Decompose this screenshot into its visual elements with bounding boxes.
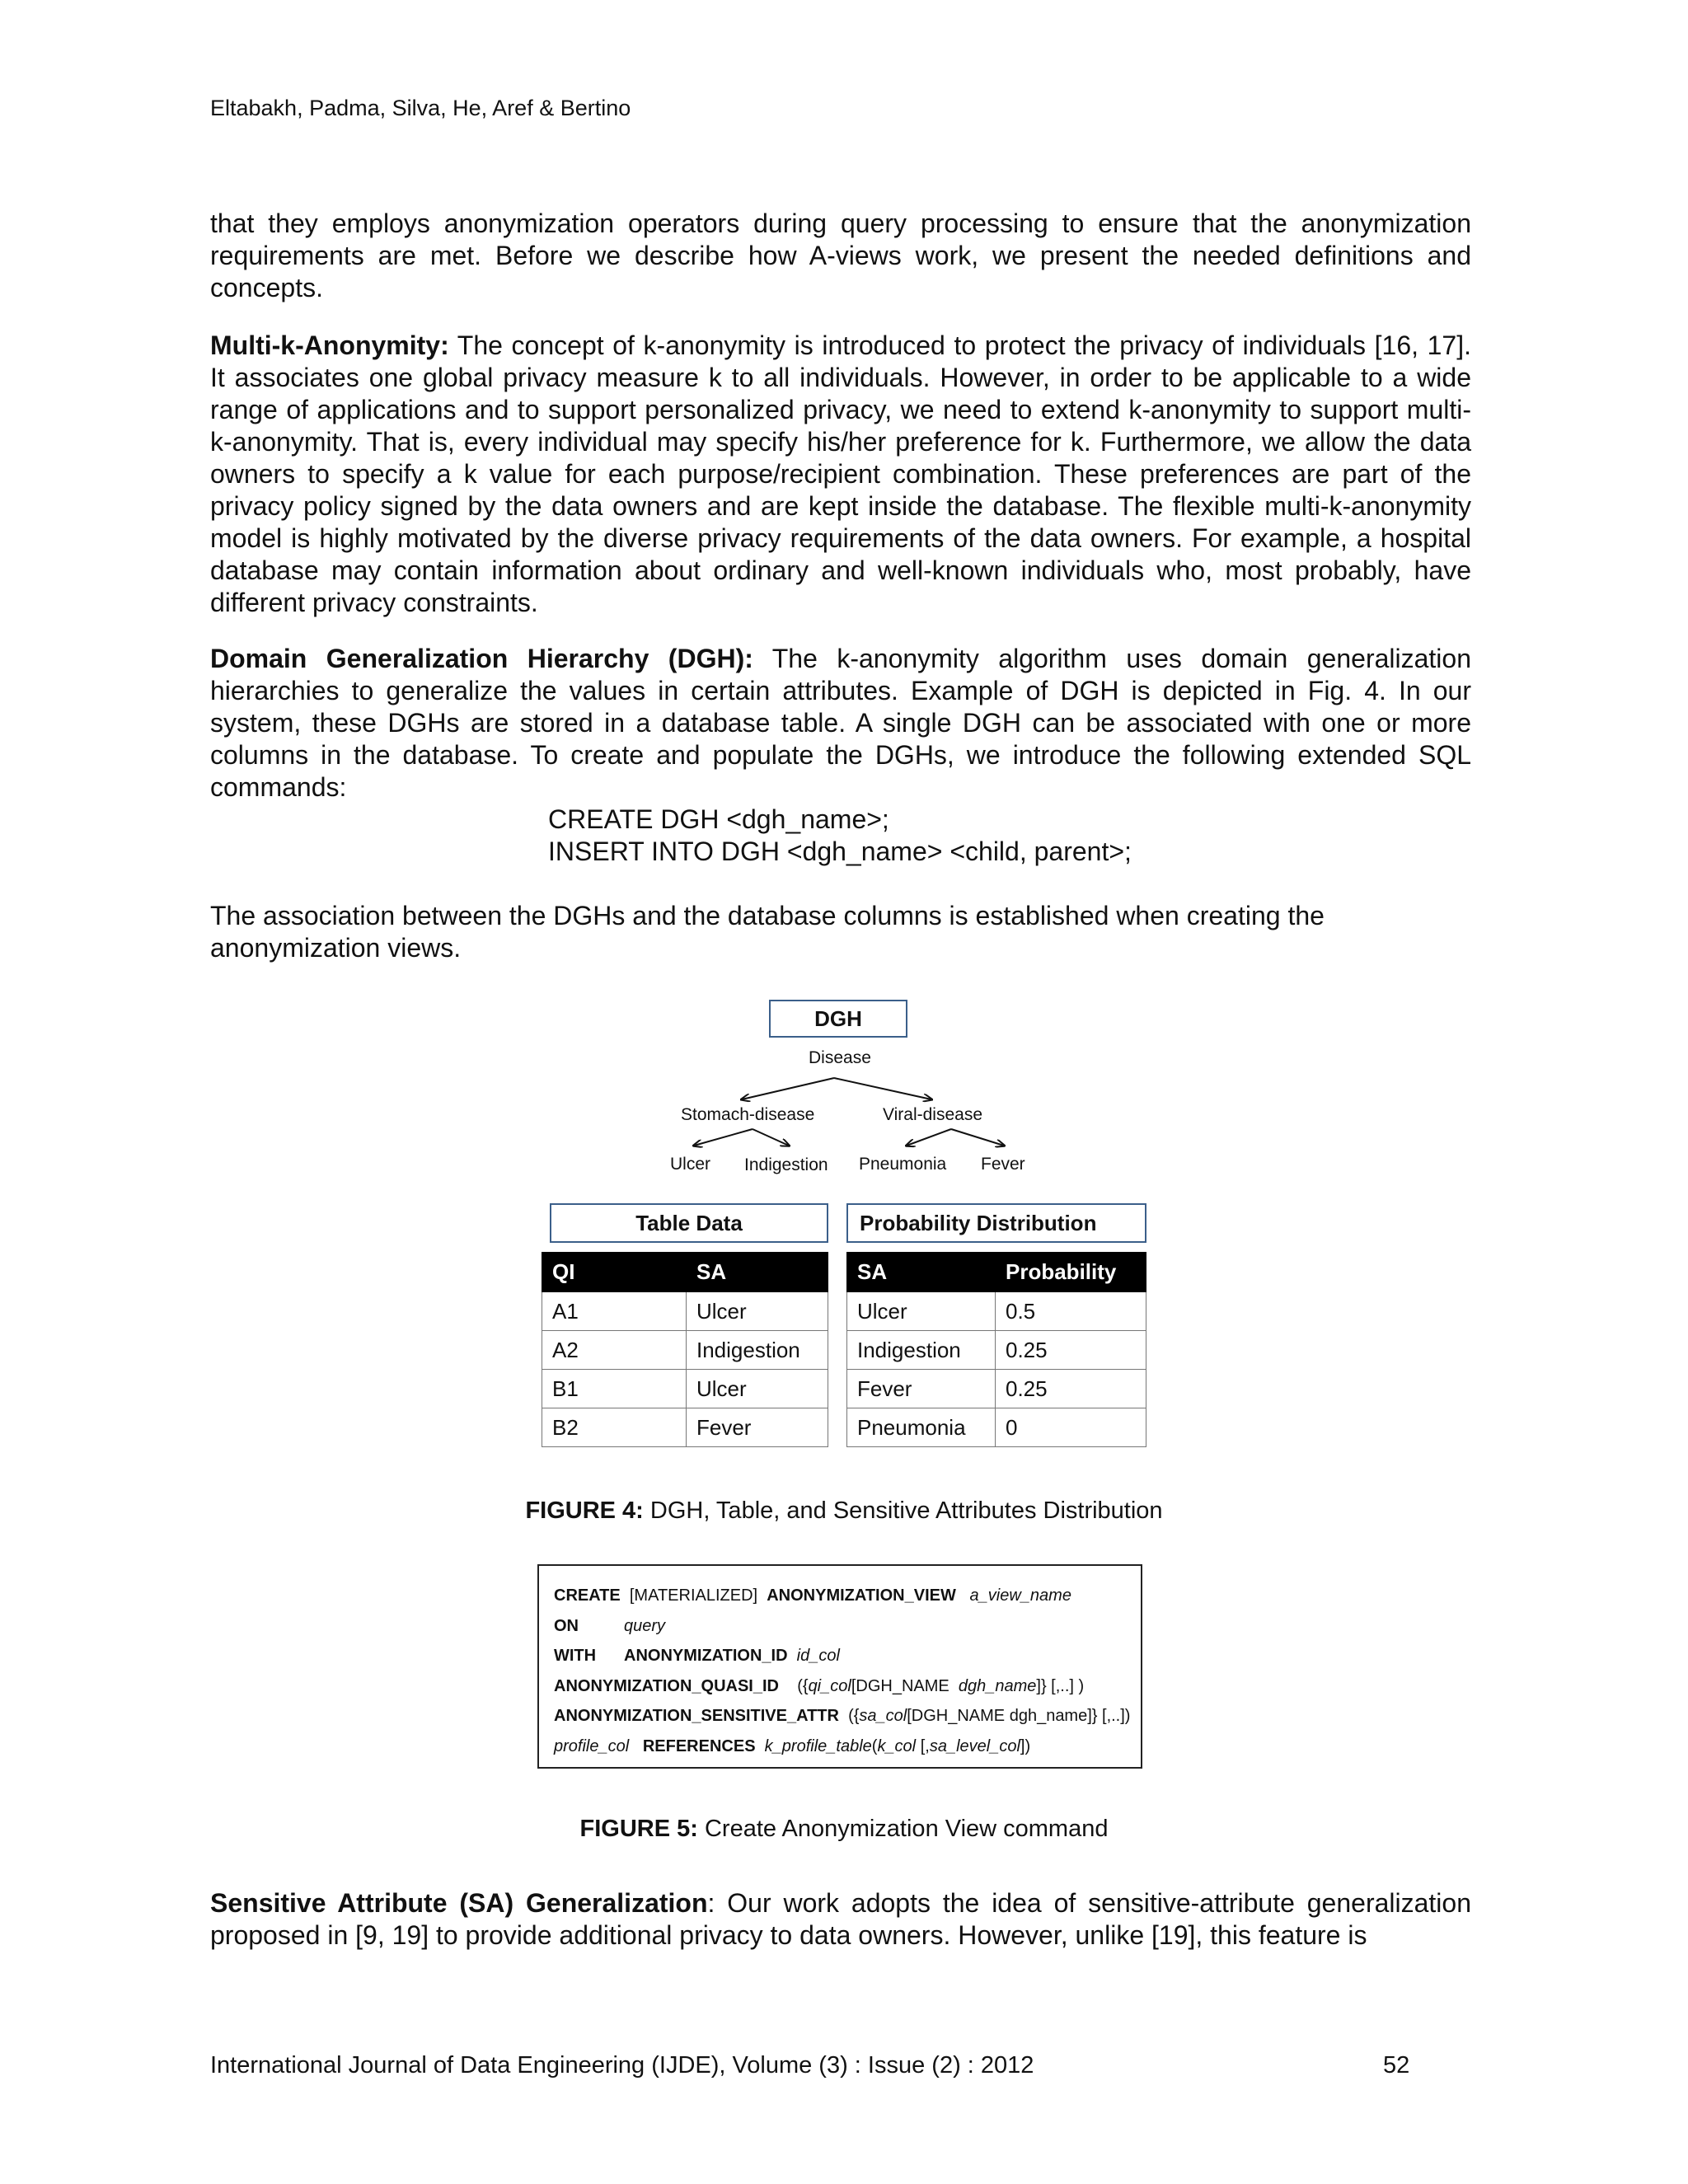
tree-arrows	[659, 1063, 1039, 1162]
cmd-line-1	[554, 1581, 1141, 1611]
table-row	[847, 1292, 1146, 1331]
cmd-quasi-close: ]} [,..] )	[1036, 1676, 1085, 1695]
cmd-query: query	[624, 1616, 666, 1635]
arrow-root-right	[834, 1078, 931, 1099]
cmd-ref-open: (	[871, 1736, 878, 1755]
table-cell: Fever	[847, 1370, 996, 1408]
tree-rl-label: Pneumonia	[859, 1155, 947, 1174]
cmd-line-4	[554, 1671, 1141, 1702]
cmd-quasi-dgh-kw: [DGH_NAME	[851, 1676, 950, 1695]
sa-generalization-text: : Our work adopts the idea of sensitive-attribute generalization proposed in [9, 19] to provide additional privacy to data owners. However, unlike [19], this feature is	[210, 1888, 1472, 1950]
dgh-heading: Domain Generalization Hierarchy (DGH):	[210, 644, 753, 673]
cmd-line-6	[554, 1732, 1141, 1762]
table-cell: Indigestion	[847, 1331, 996, 1370]
table-cell: 0.25	[996, 1331, 1146, 1370]
figure-4-caption	[0, 1497, 1688, 1525]
table-cell: B2	[542, 1408, 687, 1447]
cmd-ref-close: ])	[1020, 1736, 1031, 1755]
dgh-text: The k-anonymity algorithm uses domain generalization hierarchies to generalize the values in certain attributes. Example of DGH is depicted in Fig. 4. In our system, these DGHs are stored in a database table. A single DGH can be associated with one or more columns in the database. To create and populate the DGHs, we introduce the following extended SQL commands:	[210, 644, 1472, 802]
cmd-create: CREATE	[554, 1586, 621, 1605]
footer-journal: International Journal of Data Engineering (IJDE), Volume (3) : Issue (2) : 2012	[210, 2052, 1034, 2079]
footer-page-number: 52	[1383, 2052, 1410, 2079]
table-cell: Ulcer	[687, 1292, 828, 1331]
table-row	[542, 1292, 828, 1331]
prob-header-probability: Probability	[996, 1253, 1146, 1292]
cmd-line-3	[554, 1641, 1141, 1671]
arrow-left-lr	[753, 1129, 789, 1146]
table-cell: Fever	[687, 1408, 828, 1447]
table-row	[847, 1370, 1146, 1408]
table-row	[542, 1370, 828, 1408]
tree-ll-label: Ulcer	[670, 1155, 711, 1174]
code-insert-dgh: INSERT INTO DGH <dgh_name> <child, parent>;	[548, 837, 1132, 866]
table-cell: A2	[542, 1331, 687, 1370]
prob-distribution-title: Probability Distribution	[846, 1203, 1146, 1243]
table-cell: Pneumonia	[847, 1408, 996, 1447]
table-cell: Ulcer	[687, 1370, 828, 1408]
cmd-sens-dgh: [DGH_NAME dgh_name]} [,..])	[907, 1707, 1131, 1725]
table-data-title: Table Data	[550, 1203, 828, 1243]
cmd-quasi-paren: ({	[797, 1676, 809, 1695]
intro-paragraph: that they employs anonymization operators during query processing to ensure that the anonymization requirements are met. Before we describe how A-views work, we present the needed definitions and concepts.	[210, 209, 1471, 302]
dgh-title-box: DGH	[769, 1000, 907, 1038]
tree-root-label: Disease	[809, 1048, 871, 1067]
table-header-qi: QI	[542, 1253, 687, 1292]
sa-generalization-paragraph	[210, 1887, 1471, 1952]
tree-rr-label: Fever	[981, 1155, 1025, 1174]
tree-left-label: Stomach-disease	[681, 1105, 815, 1124]
cmd-sens-paren: ({	[848, 1707, 860, 1725]
cmd-profile-table: k_profile_table	[764, 1736, 872, 1755]
figure-5-command-box	[537, 1564, 1142, 1769]
table-cell: 0.25	[996, 1370, 1146, 1408]
table-cell: 0	[996, 1408, 1146, 1447]
table-cell: 0.5	[996, 1292, 1146, 1331]
table-row	[542, 1408, 828, 1447]
cmd-materialized: [MATERIALIZED]	[629, 1586, 758, 1605]
table-header-sa: SA	[687, 1253, 828, 1292]
cmd-anon-id: ANONYMIZATION_ID	[624, 1647, 788, 1665]
figure-5-label: FIGURE 5:	[579, 1816, 698, 1842]
cmd-id-col: id_col	[796, 1647, 840, 1665]
cmd-with: WITH	[554, 1647, 597, 1665]
multi-k-heading: Multi-k-Anonymity:	[210, 330, 449, 360]
cmd-sa-level-col: sa_level_col	[929, 1736, 1020, 1755]
table-cell: Ulcer	[847, 1292, 996, 1331]
cmd-on: ON	[554, 1616, 579, 1635]
running-header: Eltabakh, Padma, Silva, He, Aref & Bertino	[210, 96, 631, 120]
table-data	[542, 1252, 828, 1447]
multi-k-paragraph	[210, 330, 1471, 619]
probability-table	[846, 1252, 1146, 1447]
dgh-paragraph	[210, 643, 1471, 804]
sa-generalization-heading: Sensitive Attribute (SA) Generalization	[210, 1888, 708, 1918]
figure-5-caption-text: Create Anonymization View command	[697, 1816, 1109, 1842]
cmd-references: REFERENCES	[642, 1736, 756, 1755]
cmd-view-name: a_view_name	[969, 1586, 1071, 1605]
table-row	[847, 1408, 1146, 1447]
figure-4-caption-text: DGH, Table, and Sensitive Attributes Distribution	[643, 1497, 1163, 1524]
figure-5-caption	[0, 1816, 1688, 1843]
table-row	[542, 1331, 828, 1370]
arrow-left-ll	[694, 1129, 753, 1146]
cmd-ref-opt: [,	[920, 1736, 930, 1755]
arrow-right-rr	[951, 1129, 1004, 1146]
cmd-quasi-id: ANONYMIZATION_QUASI_ID	[554, 1676, 779, 1695]
cmd-anon-view: ANONYMIZATION_VIEW	[767, 1586, 956, 1605]
table-cell: A1	[542, 1292, 687, 1331]
figure-4-label: FIGURE 4:	[525, 1497, 644, 1524]
cmd-dgh-name: dgh_name	[958, 1676, 1037, 1695]
cmd-profile-col: profile_col	[554, 1736, 630, 1755]
cmd-sensitive-attr: ANONYMIZATION_SENSITIVE_ATTR	[554, 1707, 839, 1725]
cmd-k-col: k_col	[877, 1736, 917, 1755]
cmd-line-2	[554, 1611, 1141, 1642]
cmd-sa-col: sa_col	[859, 1707, 907, 1725]
table-row	[847, 1331, 1146, 1370]
arrow-root-left	[742, 1078, 834, 1099]
tree-right-label: Viral-disease	[883, 1105, 983, 1124]
code-create-dgh: CREATE DGH <dgh_name>;	[548, 804, 889, 834]
association-paragraph: The association between the DGHs and the database columns is established when creating the anonymization views.	[210, 901, 1325, 963]
cmd-qi-col: qi_col	[808, 1676, 851, 1695]
table-cell: Indigestion	[687, 1331, 828, 1370]
multi-k-text: The concept of k-anonymity is introduced to protect the privacy of individuals [16, 17]. It associates one global privacy measure k to all individuals. However, in order to be applicable to a wide range of applications and to support personalized privacy, we need to extend k-anonymity to support multi-k-anonymity. That is, every individual may specify his/her preference for k. Furthermore, we allow the data owners to specify a k value for each purpose/recipient combination. These preferences are part of the privacy policy signed by the data owners and are kept inside the database. The flexible multi-k-anonymity model is highly motivated by the diverse privacy requirements of the data owners. For example, a hospital database may contain information about ordinary and well-known individuals who, most probably, have different privacy constraints.	[210, 330, 1471, 617]
table-cell: B1	[542, 1370, 687, 1408]
arrow-right-rl	[907, 1129, 951, 1146]
prob-header-sa: SA	[847, 1253, 996, 1292]
tree-lr-label: Indigestion	[744, 1155, 828, 1174]
cmd-line-5	[554, 1701, 1141, 1732]
